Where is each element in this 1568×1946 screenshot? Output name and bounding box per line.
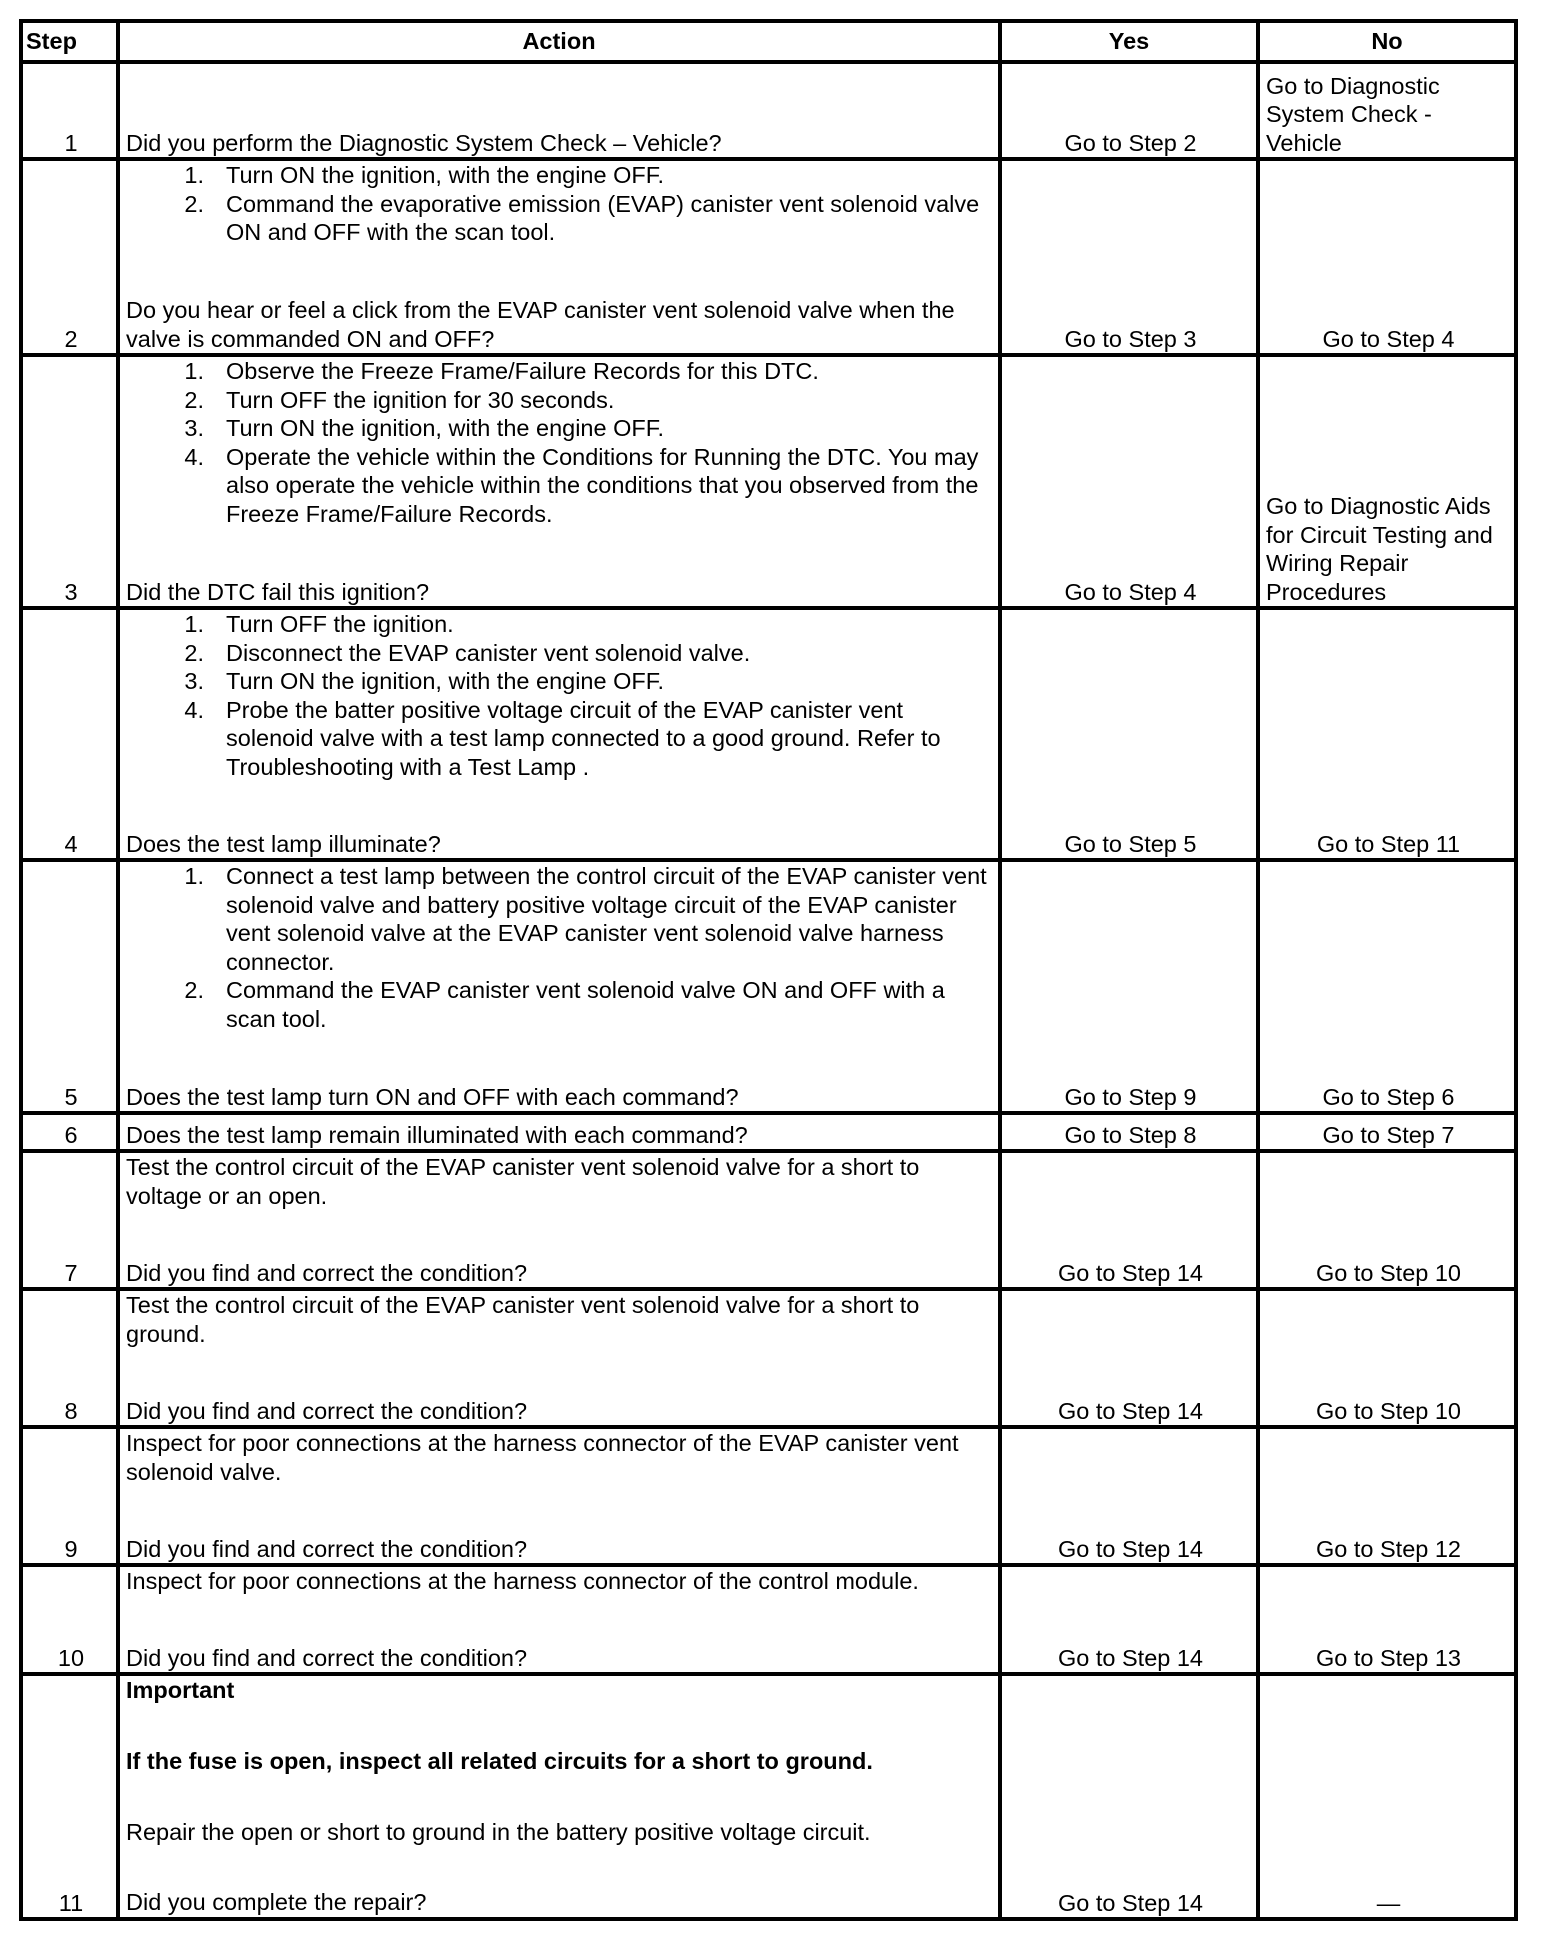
action-cell: [118, 860, 1000, 1113]
action-cell: [118, 62, 1000, 159]
header-yes: Yes: [1000, 21, 1258, 62]
action-list: [126, 862, 995, 1033]
action-text: Test the control circuit of the EVAP canister vent solenoid valve for a short to ground.: [126, 1292, 920, 1347]
header-step: Step: [21, 21, 118, 62]
yes-result: Go to Step 4: [1000, 355, 1258, 608]
no-result: Go to Step 13: [1258, 1565, 1516, 1674]
step-number: 9: [21, 1427, 118, 1565]
step-number: 4: [21, 608, 118, 860]
list-item: 2. Disconnect the EVAP canister vent solenoid valve.: [184, 639, 751, 666]
no-result: Go to Step 12: [1258, 1427, 1516, 1565]
yes-result: Go to Step 14: [1000, 1427, 1258, 1565]
table-row: [21, 1289, 1516, 1427]
no-result: Go to Diagnostic System Check - Vehicle: [1258, 62, 1516, 159]
list-item: 3. Turn ON the ignition, with the engine OFF.: [184, 668, 665, 694]
table-row: [21, 1565, 1516, 1674]
table-row: [21, 1151, 1516, 1289]
action-text: Repair the open or short to ground in the battery positive voltage circuit.: [126, 1818, 871, 1845]
action-cell: [118, 159, 1000, 355]
action-cell: [118, 1674, 1000, 1919]
table-row: [21, 1113, 1516, 1151]
table-row: [21, 1674, 1516, 1919]
step-number: 1: [21, 62, 118, 159]
action-question: Does the test lamp turn ON and OFF with each command?: [126, 1083, 739, 1110]
action-text: Did you perform the Diagnostic System Check – Vehicle?: [126, 129, 722, 156]
list-item: 1. Turn ON the ignition, with the engine OFF.: [184, 162, 665, 188]
yes-result: Go to Step 14: [1000, 1289, 1258, 1427]
list-item: 3. Turn ON the ignition, with the engine OFF.: [184, 415, 665, 441]
action-text: Test the control circuit of the EVAP canister vent solenoid valve for a short to voltage or an open.: [126, 1154, 920, 1209]
no-result: Go to Step 10: [1258, 1289, 1516, 1427]
list-item: 1. Turn OFF the ignition.: [184, 611, 454, 637]
yes-result: Go to Step 14: [1000, 1674, 1258, 1919]
action-list: [126, 610, 995, 781]
action-cell: [118, 355, 1000, 608]
step-number: 7: [21, 1151, 118, 1289]
list-item: 2. Command the EVAP canister vent solenoid valve ON and OFF with a scan tool.: [184, 977, 945, 1032]
list-item: 1. Observe the Freeze Frame/Failure Records for this DTC.: [184, 358, 819, 384]
action-list: [126, 161, 995, 247]
yes-result: Go to Step 14: [1000, 1565, 1258, 1674]
step-number: 6: [21, 1113, 118, 1151]
list-item: 2. Command the evaporative emission (EVAP) canister vent solenoid valve ON and OFF with the scan tool.: [184, 190, 980, 245]
action-question: Did the DTC fail this ignition?: [126, 578, 430, 605]
no-result: Go to Step 6: [1258, 860, 1516, 1113]
action-text: Inspect for poor connections at the harness connector of the control module.: [126, 1568, 919, 1594]
action-question: Do you hear or feel a click from the EVAP canister vent solenoid valve when the valve is commanded ON and OFF?: [126, 297, 955, 352]
yes-result: Go to Step 9: [1000, 860, 1258, 1113]
important-title: Important: [126, 1677, 235, 1703]
action-question: Did you find and correct the condition?: [126, 1535, 528, 1562]
step-number: 11: [21, 1674, 118, 1919]
action-cell: [118, 1289, 1000, 1427]
action-text: Inspect for poor connections at the harness connector of the EVAP canister vent solenoid valve.: [126, 1430, 959, 1485]
action-question: Did you find and correct the condition?: [126, 1644, 528, 1671]
no-result: Go to Step 7: [1258, 1113, 1516, 1151]
diagnostic-table: [19, 19, 1518, 1921]
list-item: 1. Connect a test lamp between the control circuit of the EVAP canister vent solenoid valve and battery positive voltage circuit of the EVAP canister vent solenoid valve at the EVAP canister vent solenoid valve harness connector.: [184, 863, 987, 975]
list-item: 4. Probe the batter positive voltage circuit of the EVAP canister vent solenoid valve with a test lamp connected to a good ground. Refer to Troubleshooting with a Test Lamp .: [184, 696, 941, 780]
action-cell: [118, 1113, 1000, 1151]
action-question: Did you complete the repair?: [126, 1889, 427, 1916]
action-question: Does the test lamp remain illuminated with each command?: [126, 1121, 748, 1148]
action-cell: [118, 1151, 1000, 1289]
yes-result: Go to Step 2: [1000, 62, 1258, 159]
yes-result: Go to Step 5: [1000, 608, 1258, 860]
step-number: 3: [21, 355, 118, 608]
list-item: 2. Turn OFF the ignition for 30 seconds.: [184, 386, 615, 413]
step-number: 2: [21, 159, 118, 355]
no-result: Go to Step 11: [1258, 608, 1516, 860]
step-number: 8: [21, 1289, 118, 1427]
yes-result: Go to Step 3: [1000, 159, 1258, 355]
no-result: Go to Diagnostic Aids for Circuit Testing and Wiring Repair Procedures: [1258, 355, 1516, 608]
action-question: Did you find and correct the condition?: [126, 1259, 528, 1286]
action-cell: [118, 1427, 1000, 1565]
yes-result: Go to Step 8: [1000, 1113, 1258, 1151]
no-result: Go to Step 4: [1258, 159, 1516, 355]
table-row: [21, 860, 1516, 1113]
header-row: [21, 21, 1516, 62]
table-row: [21, 1427, 1516, 1565]
yes-result: Go to Step 14: [1000, 1151, 1258, 1289]
action-list: [126, 357, 995, 528]
action-cell: [118, 608, 1000, 860]
no-result: —: [1258, 1674, 1516, 1919]
step-number: 10: [21, 1565, 118, 1674]
list-item: 4. Operate the vehicle within the Conditions for Running the DTC. You may also operate the vehicle within the conditions that you observed from the Freeze Frame/Failure Records.: [184, 443, 979, 527]
step-number: 5: [21, 860, 118, 1113]
header-action: Action: [118, 21, 1000, 62]
action-question: Does the test lamp illuminate?: [126, 830, 441, 857]
table-row: [21, 159, 1516, 355]
action-question: Did you find and correct the condition?: [126, 1397, 528, 1424]
no-result: Go to Step 10: [1258, 1151, 1516, 1289]
table-row: [21, 608, 1516, 860]
action-cell: [118, 1565, 1000, 1674]
table-row: [21, 62, 1516, 159]
table-row: [21, 355, 1516, 608]
header-no: No: [1258, 21, 1516, 62]
important-text: If the fuse is open, inspect all related circuits for a short to ground.: [126, 1747, 873, 1774]
